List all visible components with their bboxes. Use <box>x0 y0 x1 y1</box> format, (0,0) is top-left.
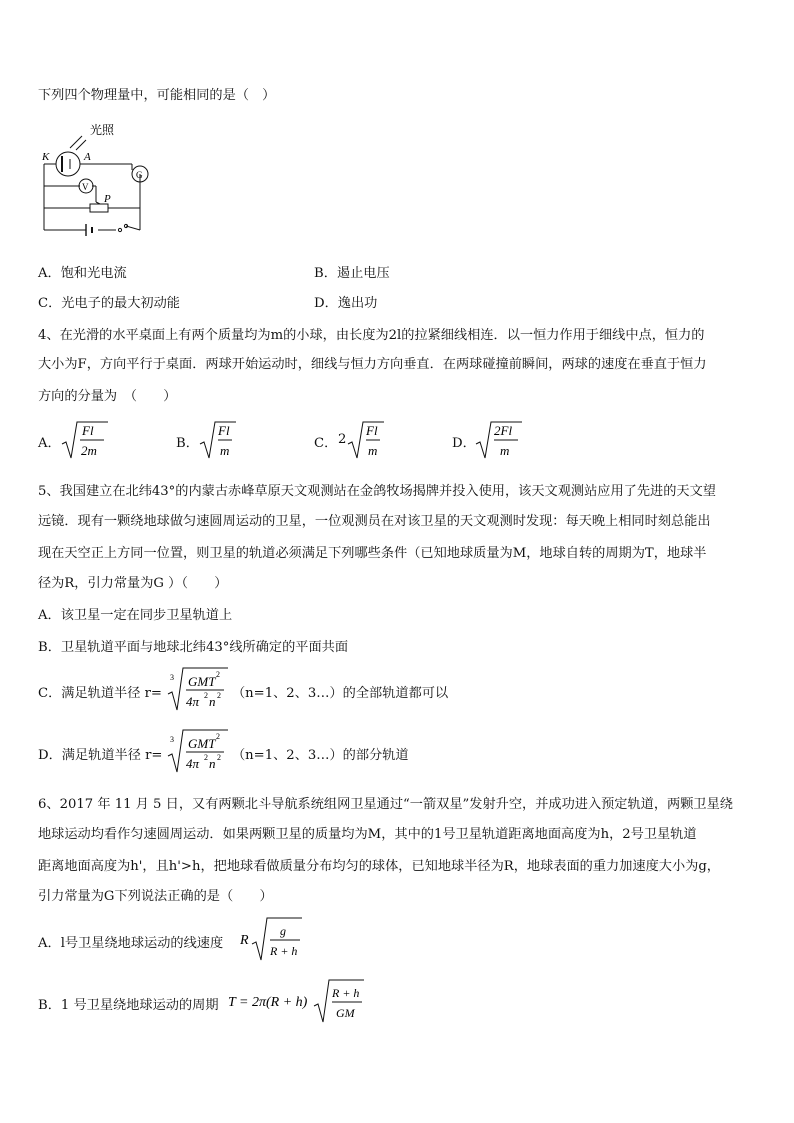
q5-option-d-formula <box>166 726 232 776</box>
svg-text:GM: GM <box>336 1006 355 1020</box>
q6-line-3: 距离地面高度为h'，且h'>h，把地球看做质量分布均匀的球体，已知地球半径为R，地球表面的重力加速度大小为g， <box>38 859 720 874</box>
q3-option-b: B．遏止电压 <box>314 266 390 281</box>
svg-text:R: R <box>240 933 249 948</box>
svg-text:m: m <box>368 443 378 458</box>
light-label: 光照 <box>90 123 115 137</box>
svg-text:2Fl: 2Fl <box>494 423 513 438</box>
svg-text:3: 3 <box>170 673 174 682</box>
q3-option-d: D．逸出功 <box>314 296 378 311</box>
q5-option-c-pre: C．满足轨道半径 r= <box>38 686 162 701</box>
q5-option-d-pre: D．满足轨道半径 r= <box>38 748 163 763</box>
q3-option-a: A．饱和光电流 <box>38 266 127 281</box>
svg-text:2: 2 <box>216 732 220 741</box>
q4-option-c-label: C． <box>314 436 338 451</box>
svg-text:3: 3 <box>170 735 174 744</box>
q4-option-b-formula <box>198 418 238 462</box>
label-A: A <box>84 151 91 163</box>
svg-text:2: 2 <box>217 691 221 700</box>
svg-text:T = 2π(R + h): T = 2π(R + h) <box>228 995 308 1010</box>
svg-text:Fl: Fl <box>82 423 94 438</box>
q5-line-4: 径为R，引力常量为G ）（ ） <box>38 576 228 591</box>
q6-line-2: 地球运动均看作匀速圆周运动．如果两颗卫星的质量均为M，其中的1号卫星轨道距离地面高度为h，2号卫星轨道 <box>38 827 697 842</box>
q6-option-b-formula <box>228 976 368 1026</box>
q6-line-4: 引力常量为G下列说法正确的是（ ） <box>38 889 273 904</box>
q6-line-1: 6、2017 年 11 月 5 日，又有两颗北斗导航系统组网卫星通过“一箭双星”发射升空，并成功进入预定轨道，两颗卫星绕 <box>38 797 733 812</box>
q3-stem: 下列四个物理量中，可能相同的是（ ） <box>38 88 276 103</box>
svg-text:4π: 4π <box>186 756 200 771</box>
q4-option-b-label: B． <box>176 436 199 451</box>
svg-text:Fl: Fl <box>218 423 230 438</box>
q4-line-2: 大小为F，方向平行于桌面．两球开始运动时，细线与恒力方向垂直．在两球碰撞前瞬间，两球的速度在垂直于恒力 <box>38 357 707 372</box>
svg-text:n: n <box>209 694 216 709</box>
q4-option-c-formula <box>346 418 386 462</box>
q6-option-b: B．1 号卫星绕地球运动的周期 <box>38 998 219 1013</box>
svg-text:m: m <box>500 443 510 458</box>
q5-option-a: A．该卫星一定在同步卫星轨道上 <box>38 608 233 623</box>
q3-option-c: C．光电子的最大初动能 <box>38 296 180 311</box>
q5-option-b: B．卫星轨道平面与地球北纬43°线所确定的平面共面 <box>38 640 349 655</box>
svg-text:4π: 4π <box>186 694 200 709</box>
svg-text:Fl: Fl <box>366 423 378 438</box>
label-P: P <box>104 193 111 205</box>
svg-text:2m: 2m <box>81 443 97 458</box>
photoelectric-circuit-diagram <box>40 122 160 240</box>
q6-option-a-formula <box>240 914 306 964</box>
q5-line-2: 远镜．现有一颗绕地球做匀速圆周运动的卫星，一位观测员在对该卫星的天文观测时发现：每天晚上相同时刻总能出 <box>38 514 711 529</box>
rheostat-icon <box>90 204 108 212</box>
svg-text:GMT: GMT <box>188 736 216 751</box>
q4-option-d-formula <box>474 418 524 462</box>
label-G: G <box>136 170 143 180</box>
q4-option-a-label: A． <box>38 436 61 451</box>
q4-option-d-label: D． <box>452 436 476 451</box>
q4-line-1: 4、在光滑的水平桌面上有两个质量均为m的小球，由长度为2l的拉紧细线相连．以一恒力作用于细线中点，恒力的 <box>38 328 705 343</box>
q6-option-a: A．l号卫星绕地球运动的线速度 <box>38 936 224 951</box>
q5-option-d-post: （n=1、2、3…）的部分轨道 <box>232 748 409 763</box>
label-V: V <box>82 182 89 192</box>
svg-text:g: g <box>280 924 286 938</box>
q5-option-c-post: （n=1、2、3…）的全部轨道都可以 <box>232 686 449 701</box>
svg-text:n: n <box>209 756 216 771</box>
svg-text:m: m <box>220 443 230 458</box>
label-K: K <box>42 151 50 163</box>
svg-text:2: 2 <box>204 691 208 700</box>
svg-text:2: 2 <box>204 753 208 762</box>
q4-option-c-coef: 2 <box>338 432 347 447</box>
svg-text:2: 2 <box>216 670 220 679</box>
svg-text:R + h: R + h <box>332 986 360 1000</box>
svg-text:2: 2 <box>217 753 221 762</box>
q4-option-a-formula <box>60 418 110 462</box>
q4-line-3: 方向的分量为 （ ） <box>38 389 177 404</box>
svg-text:GMT: GMT <box>188 674 216 689</box>
q5-line-3: 现在天空正上方同一位置，则卫星的轨道必须满足下列哪些条件（已知地球质量为M，地球自转的周期为T，地球半 <box>38 546 707 561</box>
q5-line-1: 5、我国建立在北纬43°的内蒙古赤峰草原天文观测站在金鸽牧场揭牌并投入使用，该天文观测站应用了先进的天文望 <box>38 484 716 499</box>
svg-text:R + h: R + h <box>270 944 298 958</box>
phototube-icon <box>56 152 80 176</box>
q5-option-c-formula <box>166 664 232 714</box>
